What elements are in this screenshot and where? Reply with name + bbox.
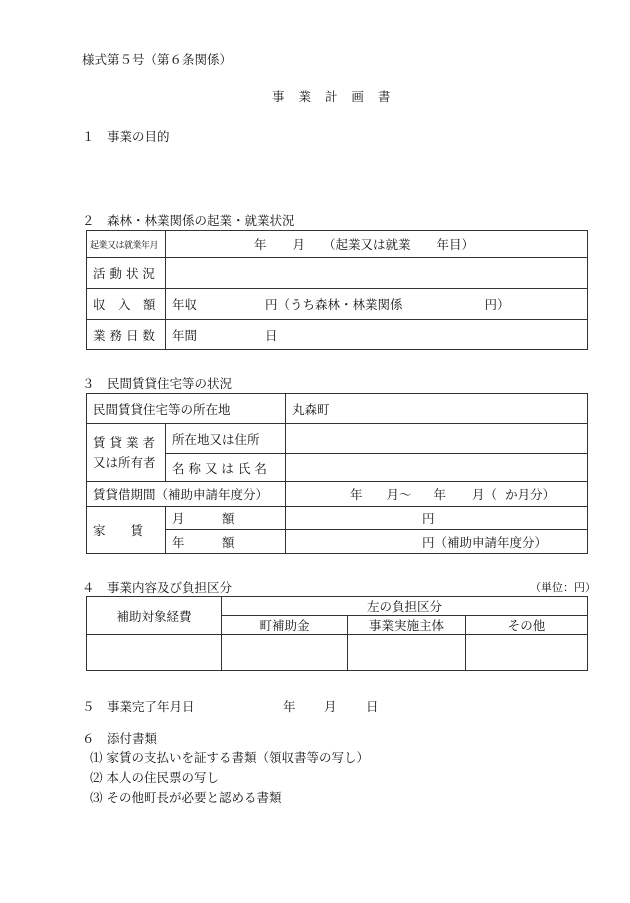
completion-year-unit: 年 (283, 699, 296, 714)
location-label: 民間賃貸住宅等の所在地 (87, 394, 286, 424)
table-row (87, 394, 588, 424)
completion-month-unit: 月 (324, 699, 337, 714)
year-unit: 年 (254, 237, 267, 252)
employment-table (86, 230, 588, 350)
activity-field (166, 258, 588, 289)
rent-label: 家 賃 (87, 507, 166, 554)
unit-note: （単位：円） (530, 581, 596, 594)
years-suffix: 年目） (436, 237, 475, 252)
section1-heading: １ 事業の目的 (82, 129, 170, 144)
address-label: 所在地又は住所 (166, 424, 286, 454)
period-year1: 年 (350, 487, 363, 502)
table-row (87, 424, 588, 454)
period-field (286, 482, 588, 507)
start-date-field (166, 231, 588, 258)
monthly-label: 月 額 (166, 507, 286, 530)
location-value: 丸森町 (286, 394, 588, 424)
table-row (87, 635, 588, 671)
annual-yen: 円（補助申請年度分） (422, 534, 548, 550)
table-row (87, 231, 588, 258)
housing-table (86, 393, 588, 554)
years-prefix: （起業又は就業 (323, 237, 411, 252)
subsidy-header: 町補助金 (222, 616, 348, 635)
start-date-label: 起業又は就業年月 (87, 231, 166, 258)
name-field (286, 454, 588, 482)
monthly-field (286, 507, 588, 530)
section4-heading: ４ 事業内容及び負担区分 (82, 580, 233, 595)
workdays-field (166, 320, 588, 350)
period-months: か月分） (505, 487, 556, 502)
operator-cell (348, 635, 466, 671)
attachment-item: ⑵ 本人の住民票の写し (90, 770, 219, 785)
income-sub-prefix: （うち森林・林業関係 (277, 297, 403, 312)
table-row (87, 320, 588, 350)
table-row (87, 258, 588, 289)
income-field (166, 289, 588, 320)
operator-header: 事業実施主体 (348, 616, 466, 635)
share-header: 左の負担区分 (222, 597, 588, 616)
attachment-item: ⑶ その他町長が必要と認める書類 (90, 790, 282, 805)
income-yen: 円 (265, 297, 278, 312)
cost-table (86, 596, 588, 671)
section5-heading: ５ 事業完了年月日 (82, 699, 195, 714)
landlord-label (87, 424, 166, 482)
income-label: 収 入 額 (87, 289, 166, 320)
address-field (286, 424, 588, 454)
cost-cell (87, 635, 222, 671)
month-unit: 月 (292, 237, 306, 252)
section6-heading: ６ 添付書類 (82, 731, 158, 746)
income-prefix: 年収 (172, 297, 198, 312)
period-label: 賃貸借期間（補助申請年度分） (87, 482, 286, 507)
subsidy-cell (222, 635, 348, 671)
annual-label: 年 額 (166, 530, 286, 554)
activity-label: 活 動 状 況 (87, 258, 166, 289)
name-label: 名 称 又 は 氏 名 (166, 454, 286, 482)
day-unit: 日 (265, 327, 278, 343)
section2-heading: ２ 森林・林業関係の起業・就業状況 (82, 213, 295, 228)
other-header: その他 (466, 616, 588, 635)
page-title: 事 業 計 画 書 (272, 89, 396, 104)
section3-heading: ３ 民間賃貸住宅等の状況 (82, 376, 233, 391)
period-month1: 月～ (386, 487, 412, 502)
landlord-label-line1: 賃 貸 業 者 (93, 434, 155, 450)
attachment-item: ⑴ 家賃の支払いを証する書類（領収書等の写し） (90, 750, 369, 765)
table-row (87, 597, 588, 616)
table-row (87, 482, 588, 507)
workdays-prefix: 年間 (172, 327, 198, 343)
other-cell (466, 635, 588, 671)
annual-field (286, 530, 588, 554)
form-number: 様式第５号（第６条関係） (82, 52, 233, 67)
table-row (87, 507, 588, 530)
monthly-yen: 円 (422, 511, 435, 526)
cost-header: 補助対象経費 (87, 597, 222, 635)
landlord-label-line2: 又は所有者 (93, 454, 156, 470)
workdays-label: 業 務 日 数 (87, 320, 166, 350)
table-row (87, 289, 588, 320)
income-sub-yen: 円） (484, 297, 510, 312)
completion-day-unit: 日 (366, 699, 379, 714)
period-year2: 年 (433, 487, 447, 502)
period-month2: 月（ (472, 487, 498, 502)
